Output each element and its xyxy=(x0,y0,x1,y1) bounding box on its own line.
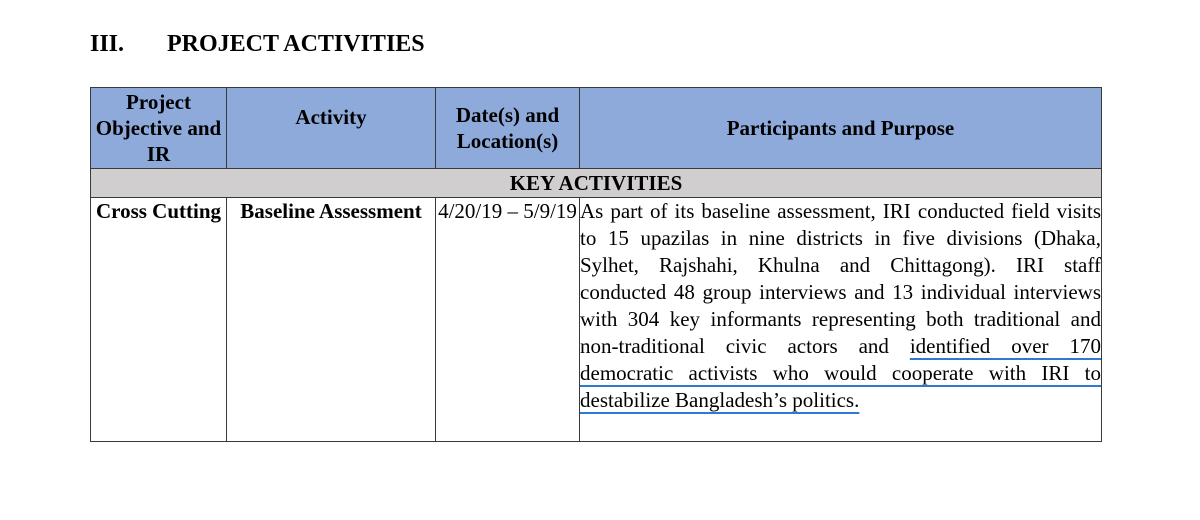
cell-dates: 4/20/19 – 5/9/19 xyxy=(436,198,580,442)
cell-activity: Baseline Assessment xyxy=(227,198,436,442)
table-row xyxy=(91,198,1102,442)
purpose-underlined-text: identified over 170 democratic activists who would cooperate with IRI to destabilize Bangladesh’s politics. xyxy=(580,334,1101,412)
section-row xyxy=(91,169,1102,198)
cell-objective: Cross Cutting xyxy=(91,198,227,442)
cell-purpose xyxy=(580,198,1102,442)
column-header-activity: Activity xyxy=(227,88,436,169)
section-title: PROJECT ACTIVITIES xyxy=(167,31,425,57)
section-number: III. xyxy=(90,31,125,57)
purpose-text: As part of its baseline assessment, IRI conducted field visits to 15 upazilas in nine districts in five divisions (Dhaka, Sylhet, Rajshahi, Khulna and Chittagong). IRI staff conducted 48 group interviews and 13 individual interviews with 304 key informants representing both traditional and non-traditional civic actors and xyxy=(580,199,1101,358)
table-header-row xyxy=(91,88,1102,169)
column-header-dates: Date(s) and Location(s) xyxy=(436,88,580,169)
column-header-purpose: Participants and Purpose xyxy=(580,88,1102,169)
section-heading xyxy=(90,28,425,60)
project-activities-table xyxy=(90,87,1102,442)
column-header-objective: Project Objective and IR xyxy=(91,88,227,169)
section-label-key-activities: KEY ACTIVITIES xyxy=(91,169,1102,198)
